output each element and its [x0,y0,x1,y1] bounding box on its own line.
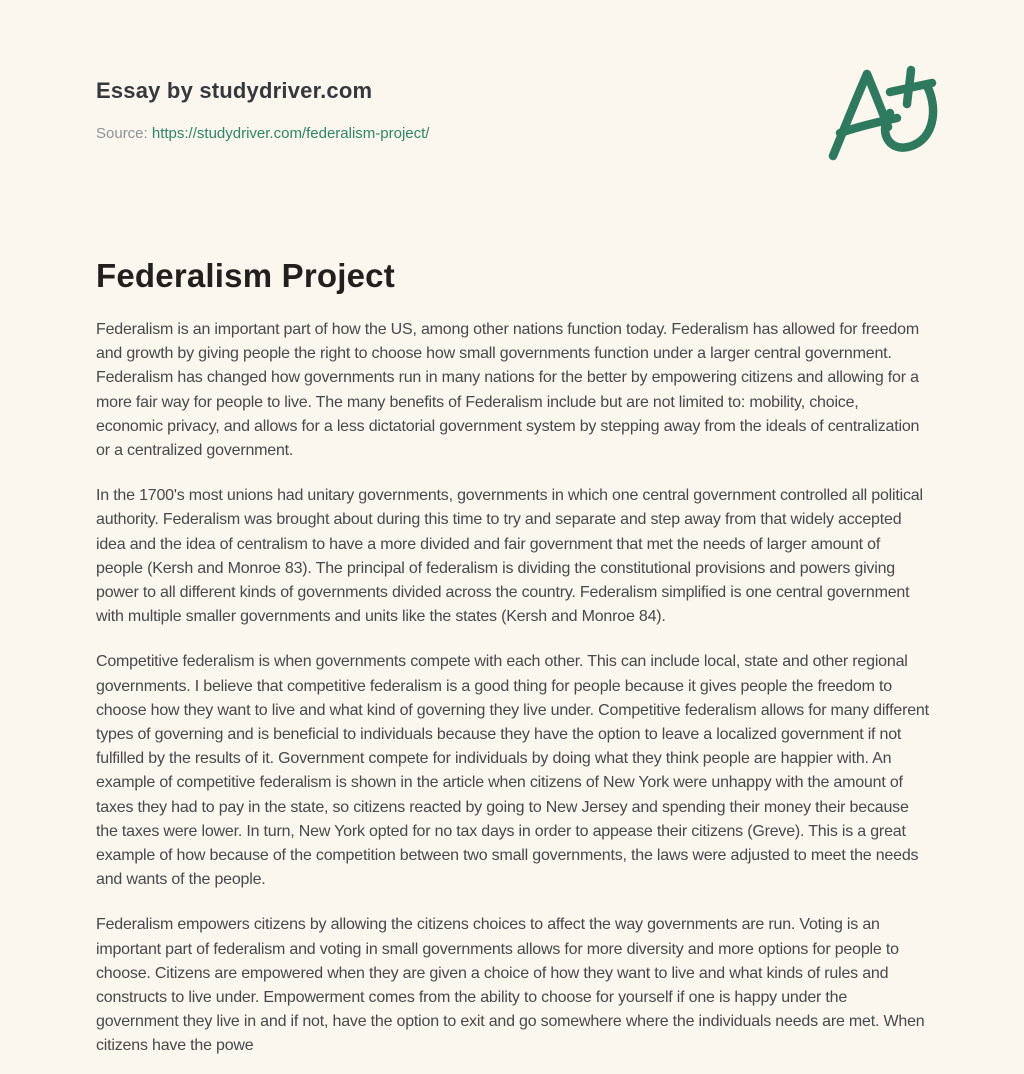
essay-paragraph-2: In the 1700's most unions had unitary governments, governments in which one central government controlled all political authority. Federalism was brought about during this time to try and separate and step away from that widely accepted idea and the idea of centralism to have a more divided and fair government that met the needs of larger amount of people (Kersh and Monroe 83). The principal of federalism is dividing the constitutional provisions and powers giving power to all different kinds of governments divided across the country. Federalism simplified is one central government with multiple smaller governments and units like the states (Kersh and Monroe 84). [96,487,923,626]
essay-paragraph-3: Competitive federalism is when governments compete with each other. This can include local, state and other regional governments. I believe that competitive federalism is a good thing for people because it gives people the freedom to choose how they want to live and what kind of governing they live under. Competitive federalism allows for many different types of governing and is beneficial to individuals because they have the option to leave a localized government if not fulfilled by the results of it. Government compete for individuals by doing what they think people are happier with. An example of competitive federalism is shown in the article when citizens of New York were unhappy with the amount of taxes they had to pay in the state, so citizens reacted by going to New Jersey and spending their money their because the taxes were lower. In turn, New York opted for no tax days in order to appease their citizens (Greve). This is a great example of how because of the competition between two small governments, the laws were adjusted to meet the needs and wants of the people. [96,653,929,889]
essay-title: Federalism Project [96,257,395,294]
essay-content [96,255,929,1074]
header-title: Essay by studydriver.com [96,78,373,103]
source-link[interactable]: https://studydriver.com/federalism-project/ [151,125,430,142]
header [96,76,429,144]
essay-paragraph-4: Federalism empowers citizens by allowing the citizens choices to affect the way governments are run. Voting is an important part of federalism and voting in small governments allows for more diversity and more options for people to choose. Citizens are empowered when they are given a choice of how they want to live and what kinds of rules and constructs to live under. Empowerment comes from the ability to choose for yourself if one is happy under the government they live in and if not, have the option to exit and go somewhere where the individuals needs are met. When citizens have the powe [96,916,925,1055]
essay-paragraph-1: Federalism is an important part of how the US, among other nations function today. Federalism has allowed for freedom and growth by giving people the right to choose how small governments function under a larger central government. Federalism has changed how governments run in many nations for the better by empowering citizens and allowing for a more fair way for people to live. The many benefits of Federalism include but are not limited to: mobility, choice, economic privacy, and allows for a less dictatorial government system by stepping away from the ideals of centralization or a centralized government. [96,321,920,460]
a-plus-logo-icon [826,62,950,164]
source-label: Source: [96,125,148,142]
source-line [96,124,429,144]
